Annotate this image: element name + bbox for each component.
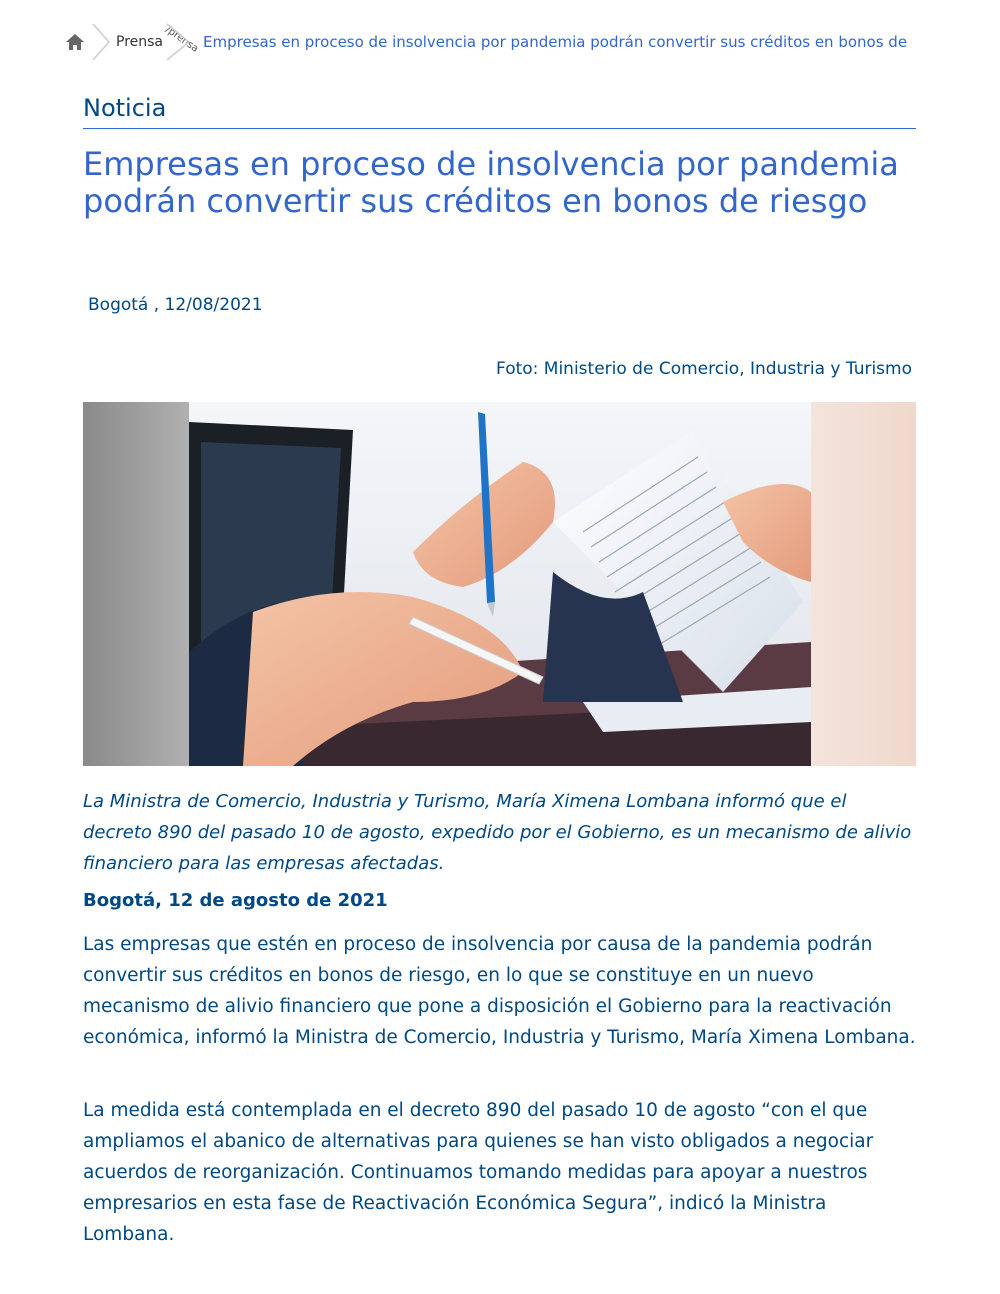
photo-caption: La Ministra de Comercio, Industria y Turismo, María Ximena Lombana informó que el decreto 890 del pasado 10 de agosto, expedido por el Gobierno, es un mecanismo de alivio financiero para las empresas afectadas. (83, 791, 912, 874)
home-icon[interactable] (64, 31, 86, 53)
breadcrumb (64, 22, 944, 62)
breadcrumb-current: Empresas en proceso de insolvencia por pandemia podrán convertir sus créditos en bonos de (203, 33, 908, 51)
breadcrumb-overflow (163, 22, 201, 62)
article-paragraph: Las empresas que estén en proceso de insolvencia por causa de la pandemia podrán convertir sus créditos en bonos de riesgo, en lo que se constituye en un nuevo mecanismo de alivio financiero que pone a disposición el Gobierno para la reactivación económica, informó la Ministra de Comercio, Industria y Turismo, María Ximena Lombana. (83, 934, 916, 1048)
chevron-right-icon (90, 22, 112, 62)
section-divider (83, 128, 916, 129)
breadcrumb-overflow-text: /prensa (163, 24, 201, 55)
article-location-date: Bogotá , 12/08/2021 (88, 295, 263, 315)
article-title: Empresas en proceso de insolvencia por pandemia podrán convertir sus créditos en bonos de riesgo (83, 145, 899, 220)
article-dateline: Bogotá, 12 de agosto de 2021 (83, 890, 388, 911)
photo-credit: Foto: Ministerio de Comercio, Industria y Turismo (496, 359, 912, 379)
section-label: Noticia (83, 94, 167, 122)
article-paragraph: La medida está contemplada en el decreto 890 del pasado 10 de agosto “con el que ampliamos el abanico de alternativas para quienes se han visto obligados a negociar acuerdos de reorganización. Continuamos tomando medidas para apoyar a nuestros empresarios en esta fase de Reactivación Económica Segura”, indicó la Ministra Lombana. (83, 1100, 874, 1245)
article-photo (83, 402, 916, 766)
breadcrumb-link-prensa[interactable]: Prensa (116, 34, 164, 50)
